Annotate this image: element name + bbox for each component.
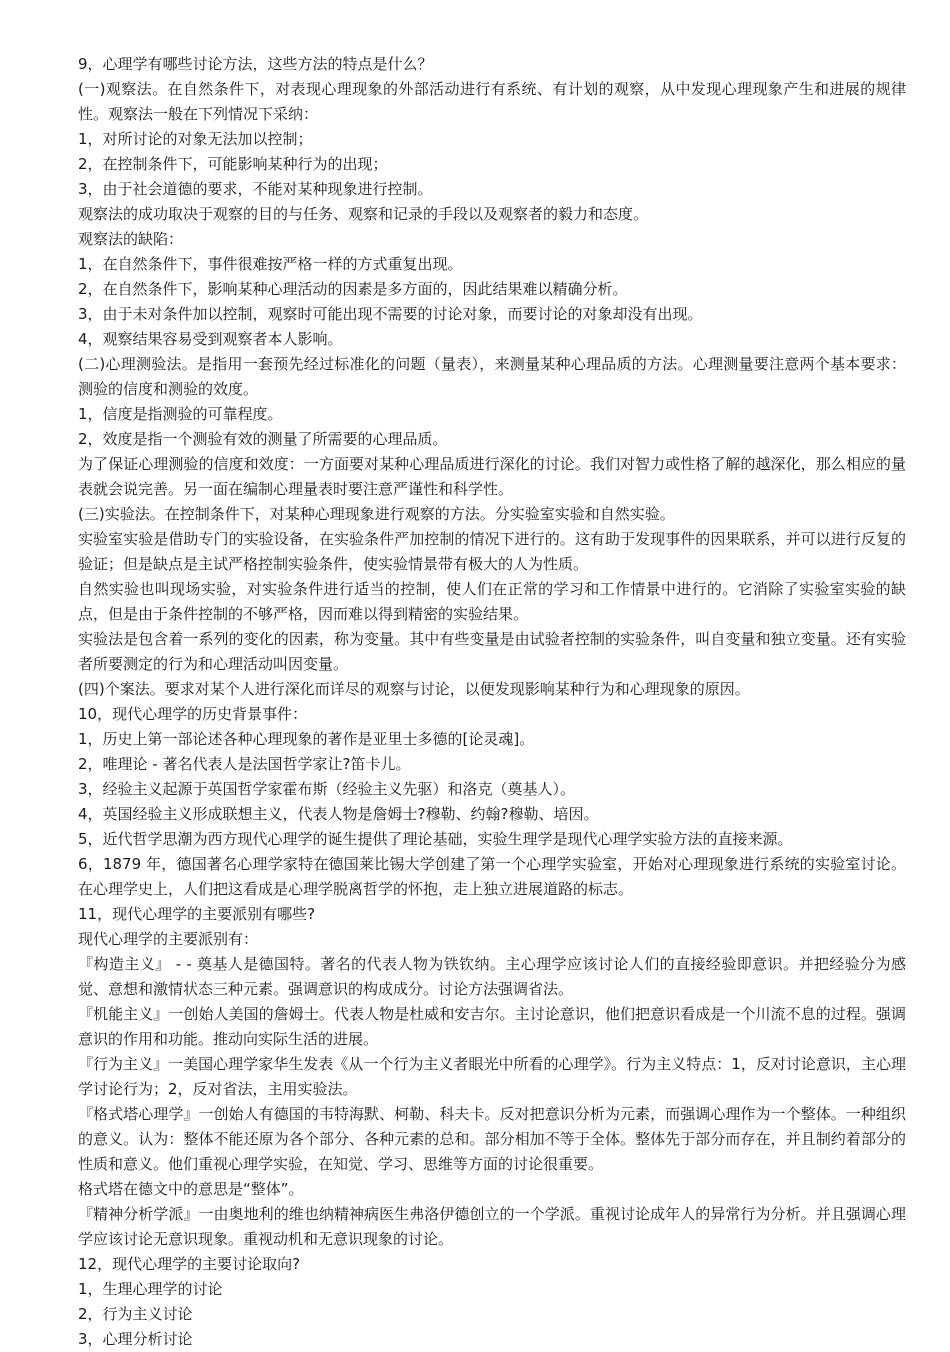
paragraph: 格式塔在德文中的意思是“整体”。 [78,1180,304,1198]
paragraph: 『格式塔心理学』一创始人有德国的韦特海默、柯勒、科夫卡。反对把意识分析为元素，而强调心理作为一个整体。一种组织的意义。认为：整体不能还原为各个部分、各种元素的总和。部分相加不等于全体。整体先于部分而存在，并且制约着部分的性质和意义。他们重视心理学实验，在知觉、学习、思维等方面的讨论很重要。 [78,1105,906,1173]
paragraph: 实验法是包含着一系列的变化的因素，称为变量。其中有些变量是由试验者控制的实验条件，叫自变量和独立变量。还有实验者所要测定的行为和心理活动叫因变量。 [78,630,906,673]
paragraph: 观察法的成功取决于观察的目的与任务、观察和记录的手段以及观察者的毅力和态度。 [78,205,649,223]
paragraph: (四)个案法。要求对某个人进行深化而详尽的观察与讨论，以便发现影响某种行为和心理现象的原因。 [78,680,750,698]
paragraph: 11，现代心理学的主要派别有哪些? [78,905,316,923]
paragraph: 5，近代哲学思潮为西方现代心理学的诞生提供了理论基础，实验生理学是现代心理学实验方法的直接来源。 [78,830,793,848]
paragraph: 4，英国经验主义形成联想主义，代表人物是詹姆士?穆勒、约翰?穆勒、培因。 [78,805,599,823]
paragraph: 2，行为主义讨论 [78,1305,193,1323]
paragraph: 『机能主义』一创始人美国的詹姆士。代表人物是杜威和安吉尔。主讨论意识，他们把意识看成是一个川流不息的过程。强调意识的作用和功能。推动向实际生活的进展。 [78,1005,906,1048]
document-body [78,52,906,1352]
paragraph: 1，在自然条件下，事件很难按严格一样的方式重复出现。 [78,255,463,273]
paragraph: 1，生理心理学的讨论 [78,1280,223,1298]
paragraph: 『精神分析学派』一由奥地利的维也纳精神病医生弗洛伊德创立的一个学派。重视讨论成年人的异常行为分析。并且强调心理学应该讨论无意识现象。重视动机和无意识现象的讨论。 [78,1205,906,1248]
paragraph: (三)实验法。在控制条件下，对某种心理现象进行观察的方法。分实验室实验和自然实验。 [78,505,675,523]
paragraph: 10，现代心理学的历史背景事件： [78,705,308,723]
paragraph: 1，信度是指测验的可靠程度。 [78,405,283,423]
paragraph: 2，在自然条件下，影响某种心理活动的因素是多方面的，因此结果难以精确分析。 [78,280,628,298]
paragraph: 实验室实验是借助专门的实验设备，在实验条件严加控制的情况下进行的。这有助于发现事件的因果联系，并可以进行反复的验证；但是缺点是主试严格控制实验条件，使实验情景带有极大的人为性质。 [78,530,906,573]
paragraph: 3，经验主义起源于英国哲学家霍布斯（经验主义先驱）和洛克（奠基人）。 [78,780,576,798]
paragraph: 2，在控制条件下，可能影响某种行为的出现； [78,155,388,173]
paragraph: 1，对所讨论的对象无法加以控制； [78,130,313,148]
paragraph: 『行为主义』一美国心理学家华生发表《从一个行为主义者眼光中所看的心理学》。行为主义特点：1，反对讨论意识，主心理学讨论行为；2，反对省法，主用实验法。 [78,1055,906,1098]
paragraph: 2，唯理论 - 著名代表人是法国哲学家让?笛卡儿。 [78,755,411,773]
paragraph: (二)心理测验法。是指用一套预先经过标准化的问题（量表），来测量某种心理品质的方法。心理测量要注意两个基本要求：测验的信度和测验的效度。 [78,355,906,398]
paragraph: 『构造主义』 - - 奠基人是德国特。著名的代表人物为铁钦纳。主心理学应该讨论人们的直接经验即意识。并把经验分为感觉、意想和激情状态三种元素。强调意识的构成成分。讨论方法强调省法。 [78,955,906,998]
paragraph: 12，现代心理学的主要讨论取向? [78,1255,301,1273]
paragraph: 6，1879 年，德国著名心理学家特在德国莱比锡大学创建了第一个心理学实验室，开始对心理现象进行系统的实验室讨论。在心理学史上，人们把这看成是心理学脱离哲学的怀抱，走上独立进展道路的标志。 [78,855,906,898]
paragraph: (一)观察法。在自然条件下，对表现心理现象的外部活动进行有系统、有计划的观察，从中发现心理现象产生和进展的规律性。观察法一般在下列情况下采纳： [78,80,906,123]
paragraph: 3，由于未对条件加以控制，观察时可能出现不需要的讨论对象，而要讨论的对象却没有出现。 [78,305,703,323]
paragraph: 自然实验也叫现场实验，对实验条件进行适当的控制，使人们在正常的学习和工作情景中进行的。它消除了实验室实验的缺点，但是由于条件控制的不够严格，因而难以得到精密的实验结果。 [78,580,906,623]
paragraph: 观察法的缺陷： [78,230,184,248]
paragraph: 2，效度是指一个测验有效的测量了所需要的心理品质。 [78,430,448,448]
paragraph: 9，心理学有哪些讨论方法，这些方法的特点是什么？ [78,55,433,73]
paragraph: 为了保证心理测验的信度和效度：一方面要对某种心理品质进行深化的讨论。我们对智力或性格了解的越深化，那么相应的量表就会说完善。另一面在编制心理量表时要注意严谨性和科学性。 [78,455,906,498]
paragraph: 4，观察结果容易受到观察者本人影响。 [78,330,343,348]
paragraph: 1，历史上第一部论述各种心理现象的著作是亚里士多德的[论灵魂]。 [78,730,535,748]
paragraph: 现代心理学的主要派别有： [78,930,259,948]
paragraph: 3，由于社会道德的要求，不能对某种现象进行控制。 [78,180,433,198]
paragraph: 3，心理分析讨论 [78,1330,193,1348]
